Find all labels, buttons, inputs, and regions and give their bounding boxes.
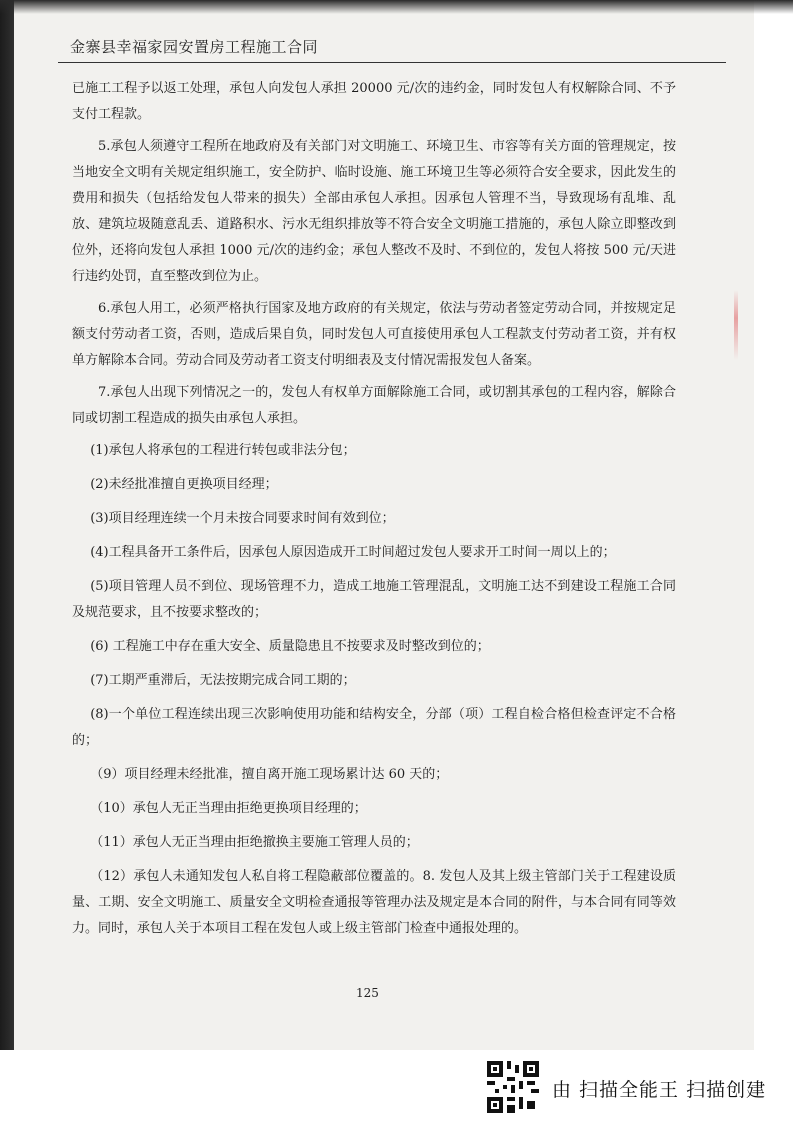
list-item: (4)工程具备开工条件后，因承包人原因造成开工时间超过发包人要求开工时间一周以上的； xyxy=(90,545,616,560)
list-item: (6) 工程施工中存在重大安全、质量隐患且不按要求及时整改到位的； xyxy=(90,639,490,654)
margin-stain xyxy=(734,290,738,360)
list-item: (2)未经批准擅自更换项目经理； xyxy=(90,477,278,492)
scanner-brand-text: 由 扫描全能王 扫描创建 xyxy=(552,1079,767,1101)
list-item: (8)一个单位工程连续出现三次影响使用功能和结构安全，分部（项）工程自检合格但检查评定不合格的； xyxy=(72,707,676,748)
scan-top-shadow xyxy=(0,0,793,14)
header-divider xyxy=(58,62,726,63)
document-body xyxy=(72,76,676,950)
qr-code-icon xyxy=(487,1061,539,1113)
list-item: （11）承包人无正当理由拒绝撤换主要施工管理人员的； xyxy=(90,835,419,850)
paragraph-clause-6: 6.承包人用工，必须严格执行国家及地方政府的有关规定，依法与劳动者签定劳动合同，并按规定足额支付劳动者工资，否则，造成后果自负，同时发包人可直接使用承包人工程款支付劳动者工资，并有权单方解除本合同。劳动合同及劳动者工资支付明细表及支付情况需报发包人备案。 xyxy=(72,301,676,368)
page-number: 125 xyxy=(356,986,379,1000)
list-item: （9）项目经理未经批准，擅自离开施工现场累计达 60 天的； xyxy=(90,767,449,782)
list-item: （12）承包人未通知发包人私自将工程隐蔽部位覆盖的。8. 发包人及其上级主管部门关于工程建设质量、工期、安全文明施工、质量安全文明检查通报等管理办法及规定是本合同的附件，与本合同有同等效力。同时，承包人关于本项目工程在发包人或上级主管部门检查中通报处理的。 xyxy=(72,869,676,936)
paragraph-clause-5: 5.承包人须遵守工程所在地政府及有关部门对文明施工、环境卫生、市容等有关方面的管理规定，按当地安全文明有关规定组织施工，安全防护、临时设施、施工环境卫生等必须符合安全要求，因此发生的费用和损失（包括给发包人带来的损失）全部由承包人承担。因承包人管理不当，导致现场有乱堆、乱放、建筑垃圾随意乱丢、道路积水、污水无组织排放等不符合安全文明施工措施的，承包人除立即整改到位外，还将向发包人承担 1000 元/次的违约金；承包人整改不及时、不到位的，发包人将按 500 元/天进行违约处罚，直至整改到位为止。 xyxy=(72,139,676,284)
page-header-title: 金寨县幸福家园安置房工程施工合同 xyxy=(70,38,319,56)
list-item: （10）承包人无正当理由拒绝更换项目经理的； xyxy=(90,801,367,816)
list-item: (7)工期严重滞后，无法按期完成合同工期的； xyxy=(90,673,356,688)
list-item: (5)项目管理人员不到位、现场管理不力，造成工地施工管理混乱，文明施工达不到建设工程施工合同及规范要求，且不按要求整改的； xyxy=(72,579,676,620)
list-item: (3)项目经理连续一个月未按合同要求时间有效到位； xyxy=(90,511,395,526)
list-item: (1)承包人将承包的工程进行转包或非法分包； xyxy=(90,443,356,458)
paragraph-continued: 已施工工程予以返工处理，承包人向发包人承担 20000 元/次的违约金，同时发包人有权解除合同、不予支付工程款。 xyxy=(72,81,676,122)
paragraph-clause-7: 7.承包人出现下列情况之一的，发包人有权单方面解除施工合同，或切割其承包的工程内容，解除合同或切割工程造成的损失由承包人承担。 xyxy=(72,385,676,426)
